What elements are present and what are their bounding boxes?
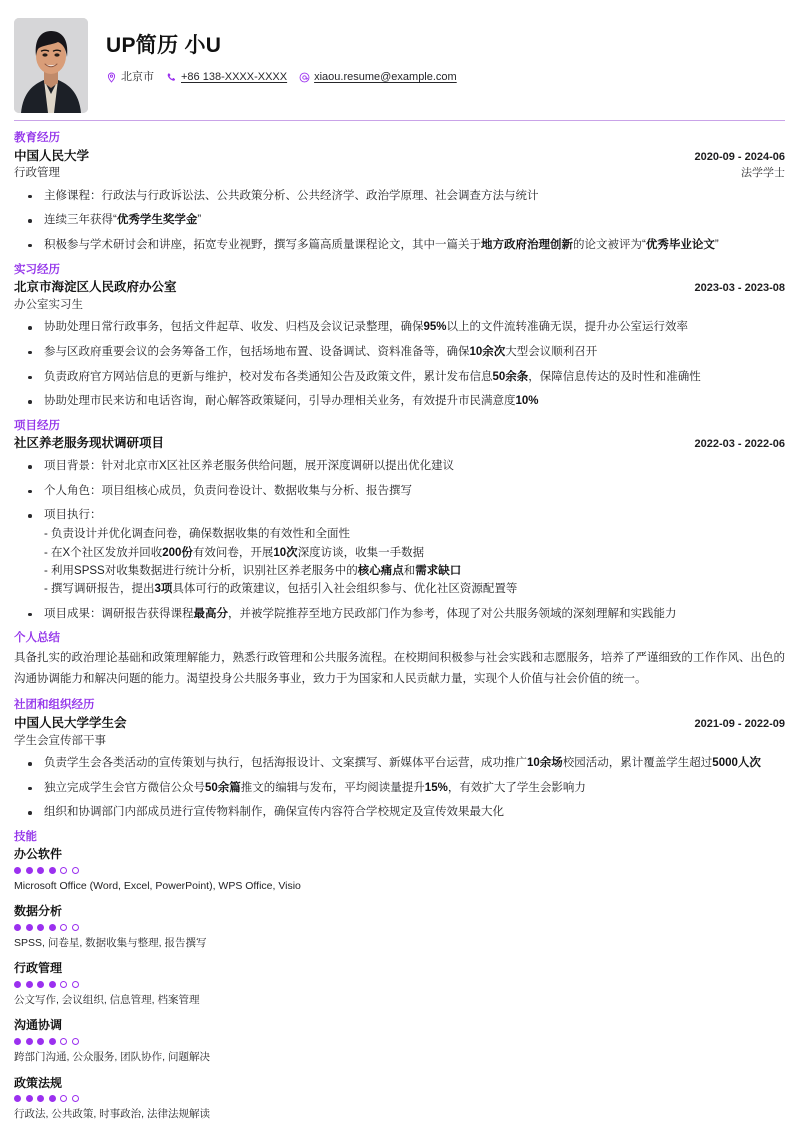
- organization-date: 2021-09 - 2022-09: [694, 717, 785, 730]
- rating-dot-filled: [37, 924, 44, 931]
- list-item: 负责学生会各类活动的宣传策划与执行，包括海报设计、文案撰写、新媒体平台运营，成功推广10余场校园活动，累计覆盖学生超过5000人次: [14, 754, 785, 773]
- entry-subheader: [14, 165, 785, 182]
- identity-block: [106, 18, 464, 83]
- skill-item: [14, 1075, 785, 1123]
- internship-role: 办公室实习生: [14, 299, 83, 312]
- list-item: 独立完成学生会官方微信公众号50余篇推文的编辑与发布，平均阅读量提升15%，有效扩大了学生会影响力: [14, 779, 785, 798]
- rating-dot-filled: [37, 1038, 44, 1045]
- skill-description: 行政法, 公共政策, 时事政治, 法律法规解读: [14, 1108, 211, 1121]
- list-item: 协助处理市民来访和电话咨询，耐心解答政策疑问，引导办理相关业务，有效提升市民满意度10%: [14, 392, 785, 411]
- rating-dot-filled: [14, 1038, 21, 1045]
- rating-dot-filled: [37, 981, 44, 988]
- entry-subheader: [14, 733, 785, 750]
- section-title-project: 项目经历: [14, 419, 60, 432]
- skill-item: [14, 846, 785, 894]
- rating-dot-filled: [14, 867, 21, 874]
- section-organization: [14, 698, 785, 822]
- education-degree: 法学学士: [741, 167, 785, 180]
- email-text: xiaou.resume@example.com: [314, 71, 457, 84]
- skill-description: 跨部门沟通, 公众服务, 团队协作, 问题解决: [14, 1051, 211, 1064]
- internship-date: 2023-03 - 2023-08: [694, 282, 785, 295]
- contact-email[interactable]: [299, 72, 457, 83]
- rating-dot-empty: [60, 981, 67, 988]
- list-item: 项目成果：调研报告获得课程最高分，并被学院推荐至地方民政部门作为参考，体现了对公共服务领域的深刻理解和实践能力: [14, 605, 785, 624]
- section-title-organization: 社团和组织经历: [14, 699, 95, 712]
- rating-dot-filled: [49, 924, 56, 931]
- rating-dot-filled: [14, 1095, 21, 1102]
- education-role: 行政管理: [14, 167, 60, 180]
- rating-dot-filled: [49, 867, 56, 874]
- avatar: [14, 18, 88, 113]
- rating-dot-empty: [60, 924, 67, 931]
- phone-text: +86 138-XXXX-XXXX: [181, 71, 288, 84]
- section-summary: [14, 631, 785, 690]
- section-title-internship: 实习经历: [14, 263, 60, 276]
- list-item: [14, 482, 785, 501]
- list-item: [14, 187, 785, 206]
- skill-name: 沟通协调: [14, 1018, 63, 1033]
- rating-dot-filled: [26, 1095, 33, 1102]
- rating-dot-filled: [37, 867, 44, 874]
- list-item: 积极参与学术研讨会和讲座，拓宽专业视野，撰写多篇高质量课程论文，其中一篇关于地方政府治理创新的论文被评为“优秀毕业论文”: [14, 236, 785, 255]
- bullet-text: 项目背景：针对北京市X区社区养老服务供给问题，展开深度调研以提出优化建议: [44, 460, 455, 473]
- list-item: 连续三年获得“优秀学生奖学金”: [14, 211, 785, 230]
- organization-bullets: [14, 754, 785, 822]
- skill-item: [14, 903, 785, 951]
- skill-name: 办公软件: [14, 847, 63, 862]
- skill-rating: [14, 981, 785, 988]
- skill-description: 公文写作, 会议组织, 信息管理, 档案管理: [14, 994, 200, 1007]
- project-bullets: [14, 457, 785, 623]
- skill-rating: [14, 1038, 785, 1045]
- section-title-skills: 技能: [14, 830, 37, 843]
- section-title-summary: 个人总结: [14, 632, 60, 645]
- entry-header: [14, 714, 785, 733]
- sub-bullet: - 撰写调研报告，提出3项具体可行的政策建议，包括引入社会组织参与、优化社区资源配置等: [44, 583, 518, 596]
- skill-name: 行政管理: [14, 961, 63, 976]
- internship-bullets: [14, 318, 785, 411]
- rating-dot-empty: [60, 1038, 67, 1045]
- list-item: [14, 506, 785, 598]
- skill-rating: [14, 924, 785, 931]
- rating-dot-filled: [37, 1095, 44, 1102]
- internship-org: 北京市海淀区人民政府办公室: [14, 280, 177, 295]
- entry-header: [14, 434, 785, 453]
- project-name: 社区养老服务现状调研项目: [14, 436, 165, 451]
- skill-description: Microsoft Office (Word, Excel, PowerPoint), WPS Office, Visio: [14, 880, 301, 893]
- contact-phone[interactable]: [166, 72, 287, 83]
- skill-name: 数据分析: [14, 904, 63, 919]
- contact-location: [106, 72, 154, 83]
- skill-rating: [14, 1095, 785, 1102]
- skill-description: SPSS, 问卷星, 数据收集与整理, 报告撰写: [14, 937, 207, 950]
- rating-dot-empty: [72, 1038, 79, 1045]
- education-date: 2020-09 - 2024-06: [694, 150, 785, 163]
- rating-dot-empty: [72, 924, 79, 931]
- section-education: [14, 131, 785, 255]
- list-item: 协助处理日常行政事务，包括文件起草、收发、归档及会议记录整理，确保95%以上的文件流转准确无误，提升办公室运行效率: [14, 318, 785, 337]
- bullet-text: 项目执行：: [44, 509, 102, 522]
- rating-dot-empty: [72, 867, 79, 874]
- skill-rating: [14, 867, 785, 874]
- location-icon: [106, 72, 117, 83]
- education-org: 中国人民大学: [14, 148, 90, 163]
- location-text: 北京市: [121, 71, 154, 84]
- education-bullets: [14, 187, 785, 255]
- summary-text: 具备扎实的政治理论基础和政策理解能力，熟悉行政管理和公共服务流程。在校期间积极参与社会实践和志愿服务，培养了严谨细致的工作作风、出色的沟通协调能力和解决问题的能力。渴望投身公共服务事业，致力于为国家和人民贡献力量，实现个人价值与社会价值的统一。: [14, 651, 785, 686]
- section-skills: [14, 830, 785, 1123]
- phone-icon: [166, 72, 177, 83]
- contact-list: [106, 72, 464, 83]
- skill-item: [14, 960, 785, 1008]
- entry-header: [14, 278, 785, 297]
- rating-dot-filled: [49, 981, 56, 988]
- rating-dot-empty: [72, 1095, 79, 1102]
- organization-role: 学生会宣传部干事: [14, 734, 106, 747]
- section-project: [14, 419, 785, 624]
- rating-dot-filled: [49, 1095, 56, 1102]
- header-divider: [14, 120, 785, 121]
- bullet-text: 主修课程：行政法与行政诉讼法、公共政策分析、公共经济学、政治学原理、社会调查方法与统计: [44, 189, 539, 202]
- list-item: 负责政府官方网站信息的更新与维护，校对发布各类通知公告及政策文件，累计发布信息50余条，保障信息传达的及时性和准确性: [14, 368, 785, 387]
- rating-dot-empty: [60, 1095, 67, 1102]
- skill-item: [14, 1017, 785, 1065]
- entry-subheader: [14, 297, 785, 314]
- page-title: UP简历 小U: [106, 34, 222, 57]
- sub-bullet: - 利用SPSS对收集数据进行统计分析，识别社区养老服务中的核心痛点和需求缺口: [44, 564, 462, 577]
- rating-dot-filled: [49, 1038, 56, 1045]
- resume-header: [14, 14, 785, 114]
- sub-bullet: - 在X个社区发放并回收200份有效问卷，开展10次深度访谈，收集一手数据: [44, 546, 425, 559]
- rating-dot-filled: [26, 924, 33, 931]
- list-item: 参与区政府重要会议的会务筹备工作，包括场地布置、设备调试、资料准备等，确保10余次大型会议顺利召开: [14, 343, 785, 362]
- section-title-education: 教育经历: [14, 132, 60, 144]
- list-item: [14, 457, 785, 476]
- rating-dot-filled: [26, 867, 33, 874]
- entry-header: [14, 147, 785, 166]
- project-date: 2022-03 - 2022-06: [694, 438, 785, 451]
- email-icon: [299, 72, 310, 83]
- rating-dot-filled: [14, 924, 21, 931]
- bullet-text: 个人角色：项目组核心成员，负责问卷设计、数据收集与分析、报告撰写: [44, 484, 412, 497]
- skill-name: 政策法规: [14, 1075, 63, 1090]
- sub-bullet: - 负责设计并优化调查问卷，确保数据收集的有效性和全面性: [44, 528, 351, 541]
- rating-dot-empty: [72, 981, 79, 988]
- list-item: 组织和协调部门内部成员进行宣传物料制作，确保宣传内容符合学校规定及宣传效果最大化: [14, 803, 785, 822]
- rating-dot-filled: [26, 1038, 33, 1045]
- section-internship: [14, 263, 785, 411]
- organization-org: 中国人民大学学生会: [14, 715, 127, 730]
- rating-dot-empty: [60, 867, 67, 874]
- rating-dot-filled: [14, 981, 21, 988]
- rating-dot-filled: [26, 981, 33, 988]
